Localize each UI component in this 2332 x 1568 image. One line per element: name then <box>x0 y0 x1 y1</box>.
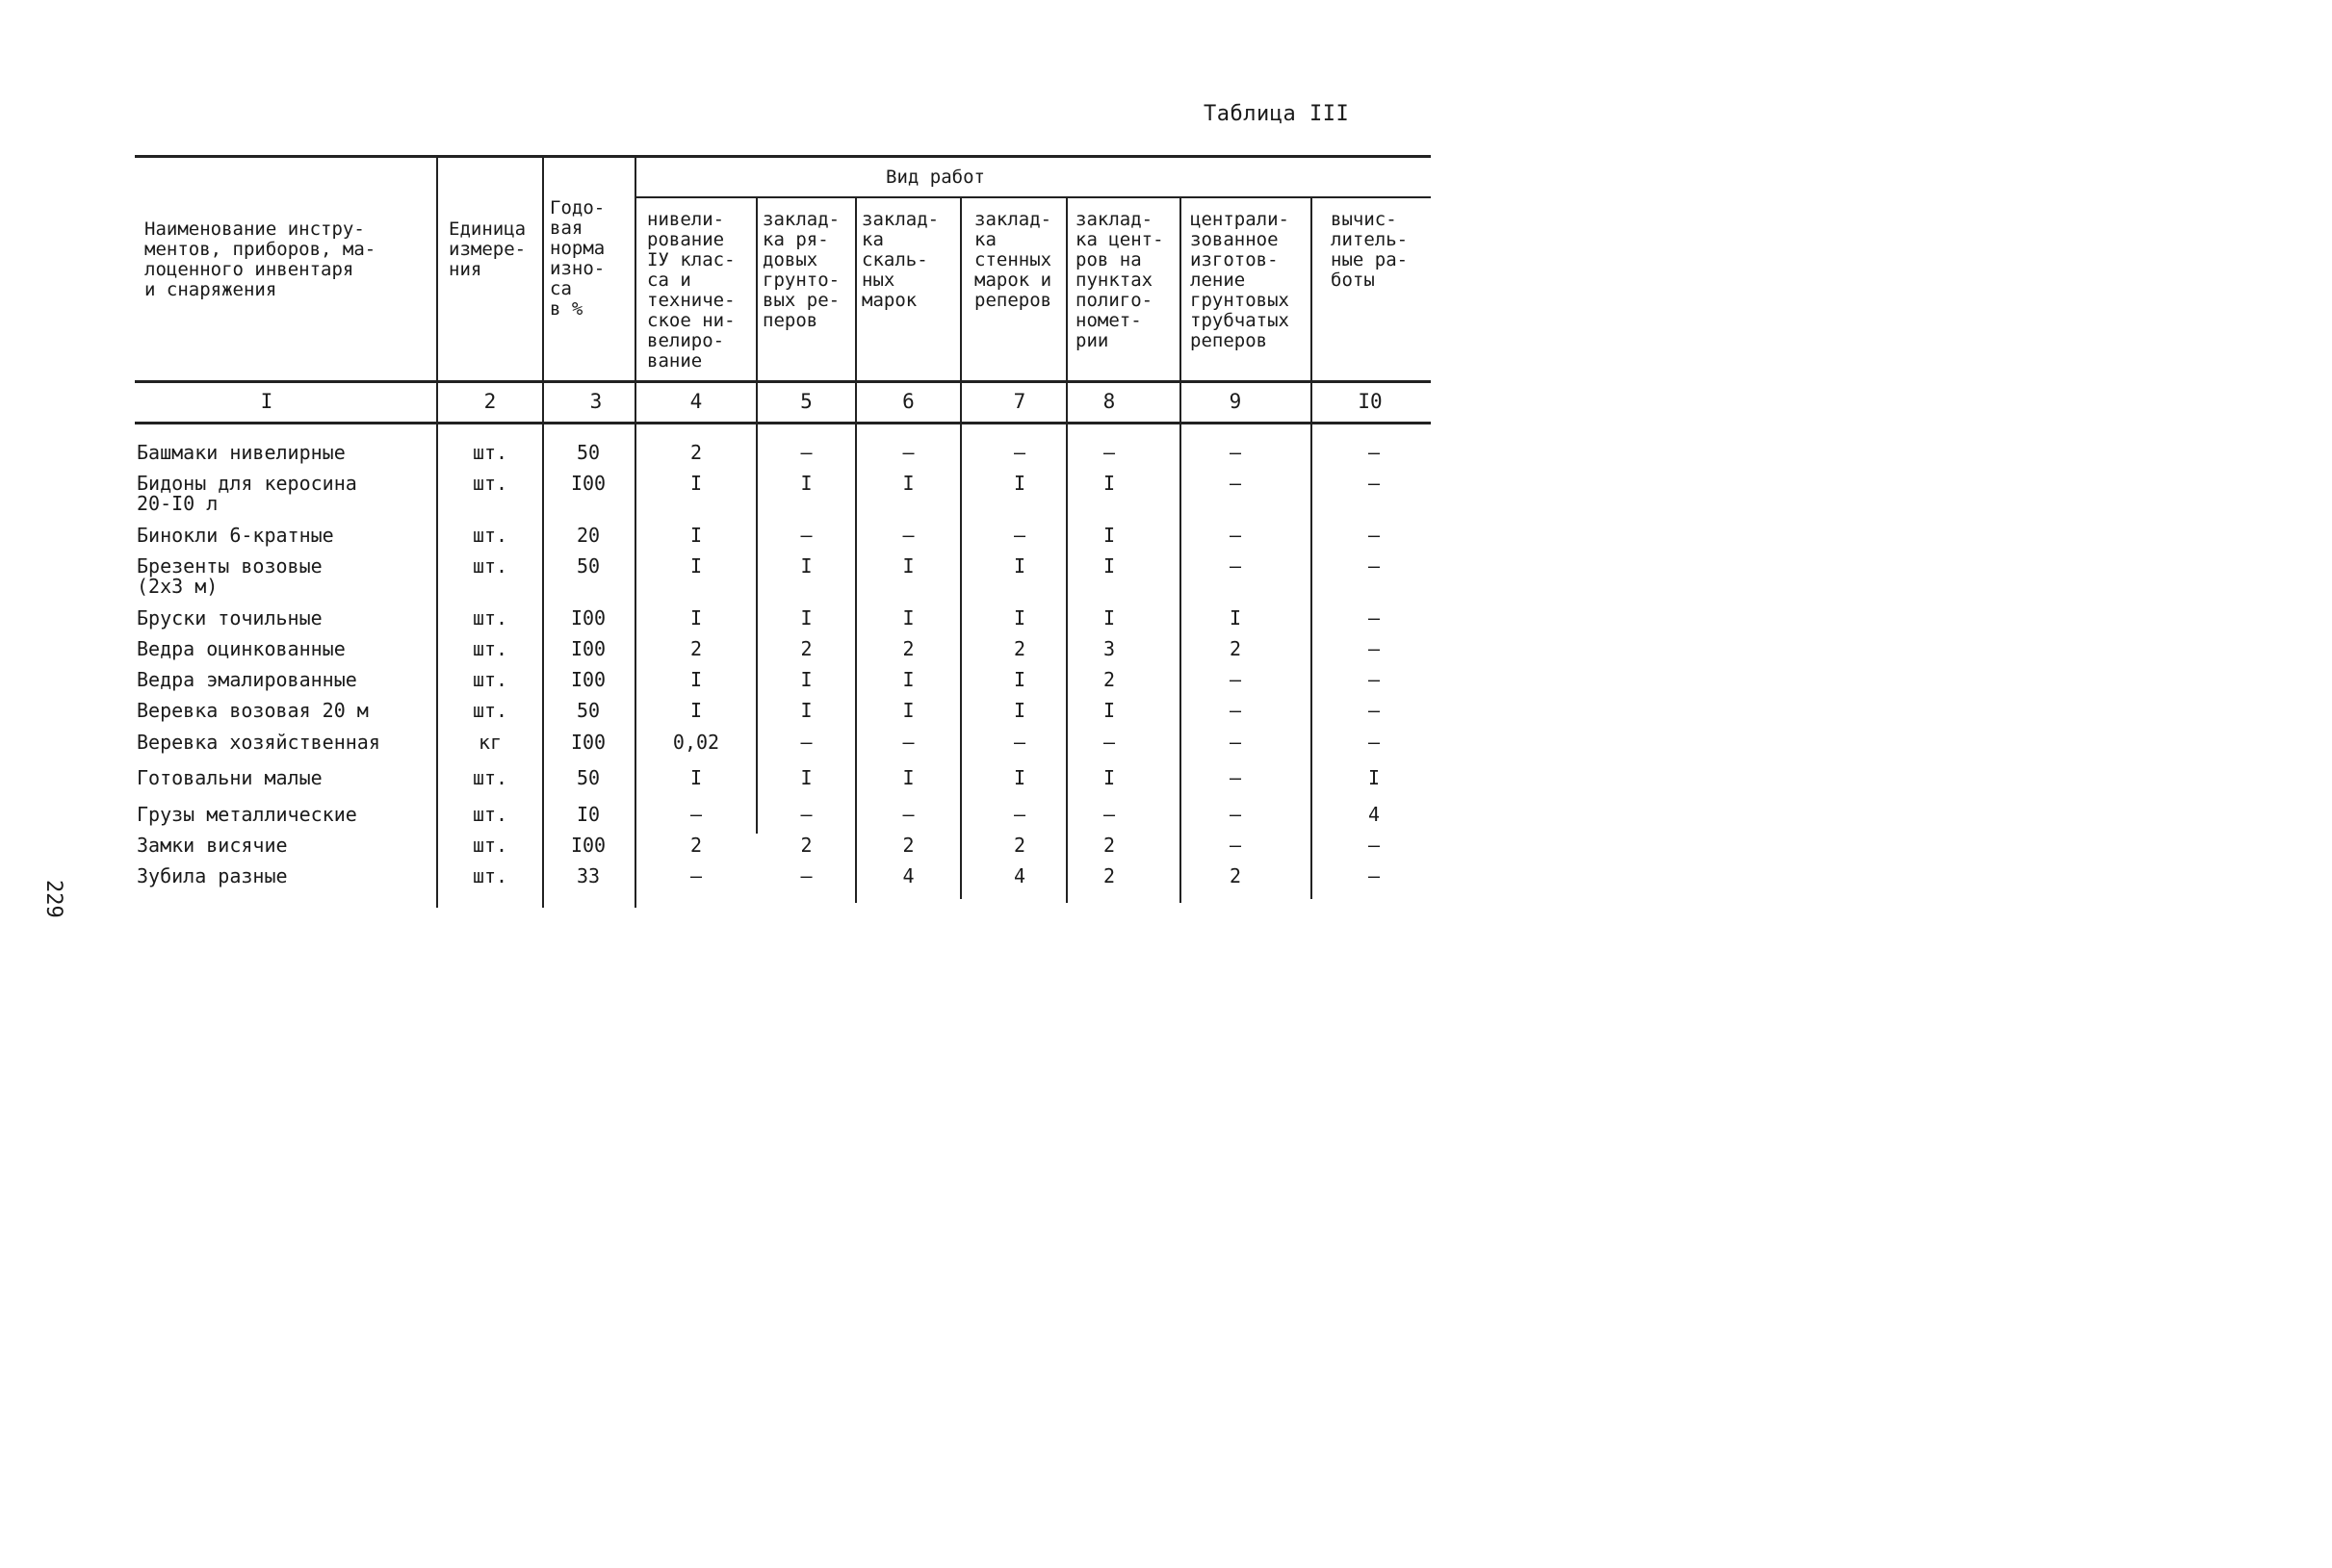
col-divider-5 <box>855 198 857 903</box>
item-norm: 33 <box>576 864 601 887</box>
work-value-5: 2 <box>800 637 813 660</box>
work-value-6: I <box>902 606 915 630</box>
header-name: Наименование инстру- ментов, приборов, ма- лоценного инвентаря и снаряжения <box>144 218 376 300</box>
work-value-6: – <box>902 441 915 464</box>
work-value-7: 2 <box>1013 637 1026 660</box>
work-value-9: – <box>1229 554 1242 578</box>
work-value-4: I <box>689 606 703 630</box>
work-value-5: I <box>800 606 813 630</box>
work-value-4: I <box>689 524 703 547</box>
item-norm: I00 <box>570 731 607 754</box>
work-value-8: – <box>1102 731 1116 754</box>
work-value-8: 2 <box>1102 668 1116 691</box>
work-value-7: – <box>1013 731 1026 754</box>
work-value-4: 0,02 <box>672 731 720 754</box>
item-name: Замки висячие <box>137 834 288 857</box>
work-value-4: – <box>689 864 703 887</box>
item-unit: шт. <box>472 668 508 691</box>
work-value-9: – <box>1229 668 1242 691</box>
col-divider-7 <box>1066 198 1068 903</box>
page-number: 229 <box>41 880 65 918</box>
work-value-8: 2 <box>1102 834 1116 857</box>
work-value-10: – <box>1367 524 1381 547</box>
item-name: Ведра оцинкованные <box>137 637 346 660</box>
work-value-10: – <box>1367 441 1381 464</box>
item-unit: шт. <box>472 803 508 826</box>
work-value-8: – <box>1102 803 1116 826</box>
item-name: Ведра эмалированные <box>137 668 357 691</box>
work-value-5: I <box>800 472 813 495</box>
header-col-9: централи- зованное изготов- ление грунтовых трубчатых реперов <box>1190 209 1289 351</box>
column-number: 3 <box>589 390 603 413</box>
column-number: 6 <box>902 390 915 413</box>
work-value-6: I <box>902 699 915 722</box>
work-value-7: I <box>1013 606 1026 630</box>
work-value-4: I <box>689 699 703 722</box>
item-name: Готовальни малые <box>137 766 323 789</box>
item-norm: 50 <box>576 554 601 578</box>
work-value-10: – <box>1367 606 1381 630</box>
item-norm: I00 <box>570 472 607 495</box>
work-value-5: – <box>800 803 813 826</box>
work-value-7: I <box>1013 766 1026 789</box>
column-number: 5 <box>800 390 813 413</box>
work-value-8: I <box>1102 472 1116 495</box>
work-value-10: – <box>1367 864 1381 887</box>
work-value-8: 3 <box>1102 637 1116 660</box>
column-number: I0 <box>1358 390 1383 413</box>
item-unit: шт. <box>472 864 508 887</box>
work-value-7: – <box>1013 524 1026 547</box>
table-top-rule <box>135 155 1431 158</box>
item-norm: 50 <box>576 441 601 464</box>
item-unit: кг <box>478 731 503 754</box>
work-value-5: I <box>800 766 813 789</box>
item-norm: 20 <box>576 524 601 547</box>
work-value-6: I <box>902 554 915 578</box>
item-name: Бруски точильные <box>137 606 323 630</box>
column-number: 2 <box>483 390 497 413</box>
item-name: Зубила разные <box>137 864 288 887</box>
item-unit: шт. <box>472 441 508 464</box>
work-value-9: 2 <box>1229 637 1242 660</box>
column-number: I <box>260 390 273 413</box>
work-value-8: – <box>1102 441 1116 464</box>
work-value-5: I <box>800 699 813 722</box>
work-value-7: I <box>1013 554 1026 578</box>
work-value-9: – <box>1229 472 1242 495</box>
work-value-5: – <box>800 524 813 547</box>
work-value-6: I <box>902 668 915 691</box>
column-numbers-rule <box>135 422 1431 424</box>
work-value-7: I <box>1013 668 1026 691</box>
work-value-10: – <box>1367 637 1381 660</box>
work-value-7: I <box>1013 472 1026 495</box>
item-norm: I00 <box>570 668 607 691</box>
col-divider-6 <box>960 198 962 899</box>
header-work-type: Вид работ <box>886 167 985 188</box>
item-unit: шт. <box>472 472 508 495</box>
header-norm: Годо- вая норма изно- са в % <box>550 197 606 320</box>
item-name: Веревка хозяйственная <box>137 731 380 754</box>
work-value-7: 4 <box>1013 864 1026 887</box>
item-norm: 50 <box>576 699 601 722</box>
item-name: Веревка возовая 20 м <box>137 699 369 722</box>
work-value-7: I <box>1013 699 1026 722</box>
work-value-9: – <box>1229 766 1242 789</box>
work-value-5: – <box>800 731 813 754</box>
item-norm: I00 <box>570 606 607 630</box>
work-value-10: – <box>1367 834 1381 857</box>
item-unit: шт. <box>472 606 508 630</box>
work-value-6: 2 <box>902 834 915 857</box>
work-value-5: I <box>800 668 813 691</box>
header-col-8: заклад- ка цент- ров на пунктах полиго- номет- рии <box>1075 209 1164 351</box>
work-value-4: – <box>689 803 703 826</box>
work-value-5: – <box>800 441 813 464</box>
work-value-9: I <box>1229 606 1242 630</box>
work-value-4: I <box>689 554 703 578</box>
table-caption: Таблица III <box>1204 102 1350 126</box>
work-value-9: – <box>1229 524 1242 547</box>
work-value-10: I <box>1367 766 1381 789</box>
work-value-6: – <box>902 524 915 547</box>
work-value-9: – <box>1229 441 1242 464</box>
work-value-9: – <box>1229 699 1242 722</box>
work-value-8: I <box>1102 524 1116 547</box>
work-value-6: 4 <box>902 864 915 887</box>
work-value-5: I <box>800 554 813 578</box>
work-value-6: I <box>902 766 915 789</box>
column-number: 7 <box>1013 390 1026 413</box>
item-norm: I00 <box>570 637 607 660</box>
work-value-8: I <box>1102 766 1116 789</box>
item-name: Башмаки нивелирные <box>137 441 346 464</box>
header-unit: Единица измере- ния <box>449 218 527 280</box>
header-col-4: нивели- рование IУ клас- са и техниче- ское ни- велиро- вание <box>647 209 736 372</box>
work-value-6: I <box>902 472 915 495</box>
item-unit: шт. <box>472 637 508 660</box>
item-unit: шт. <box>472 554 508 578</box>
work-value-4: I <box>689 766 703 789</box>
item-name: Бидоны для керосина 20-I0 л <box>137 472 357 515</box>
work-value-7: – <box>1013 441 1026 464</box>
work-value-9: – <box>1229 834 1242 857</box>
work-value-6: – <box>902 731 915 754</box>
item-norm: 50 <box>576 766 601 789</box>
work-value-4: 2 <box>689 441 703 464</box>
work-value-10: – <box>1367 731 1381 754</box>
column-number: 8 <box>1102 390 1116 413</box>
work-value-6: – <box>902 803 915 826</box>
column-number: 9 <box>1229 390 1242 413</box>
header-bottom-rule <box>135 380 1431 383</box>
work-value-9: – <box>1229 803 1242 826</box>
work-value-10: – <box>1367 554 1381 578</box>
item-unit: шт. <box>472 524 508 547</box>
header-col-10: вычис- литель- ные ра- боты <box>1331 209 1409 291</box>
work-value-4: 2 <box>689 834 703 857</box>
item-unit: шт. <box>472 834 508 857</box>
item-name: Бинокли 6-кратные <box>137 524 334 547</box>
header-col-6: заклад- ка скаль- ных марок <box>862 209 940 311</box>
work-value-4: I <box>689 472 703 495</box>
item-name: Грузы металлические <box>137 803 357 826</box>
work-value-7: – <box>1013 803 1026 826</box>
header-col-5: заклад- ка ря- довых грунто- вых ре- перов <box>763 209 841 331</box>
work-value-7: 2 <box>1013 834 1026 857</box>
work-value-9: – <box>1229 731 1242 754</box>
item-norm: I0 <box>576 803 601 826</box>
work-value-10: 4 <box>1367 803 1381 826</box>
item-norm: I00 <box>570 834 607 857</box>
work-value-6: 2 <box>902 637 915 660</box>
work-value-9: 2 <box>1229 864 1242 887</box>
work-value-5: – <box>800 864 813 887</box>
column-number: 4 <box>689 390 703 413</box>
work-value-4: 2 <box>689 637 703 660</box>
work-value-10: – <box>1367 472 1381 495</box>
work-value-8: I <box>1102 699 1116 722</box>
item-unit: шт. <box>472 699 508 722</box>
item-unit: шт. <box>472 766 508 789</box>
col-divider-8 <box>1179 198 1181 903</box>
work-value-4: I <box>689 668 703 691</box>
work-value-10: – <box>1367 699 1381 722</box>
item-name: Брезенты возовые (2х3 м) <box>137 554 323 598</box>
work-value-10: – <box>1367 668 1381 691</box>
col-divider-9 <box>1310 198 1312 899</box>
header-col-7: заклад- ка стенных марок и реперов <box>974 209 1052 311</box>
work-value-8: I <box>1102 606 1116 630</box>
work-value-8: 2 <box>1102 864 1116 887</box>
work-value-5: 2 <box>800 834 813 857</box>
work-value-8: I <box>1102 554 1116 578</box>
